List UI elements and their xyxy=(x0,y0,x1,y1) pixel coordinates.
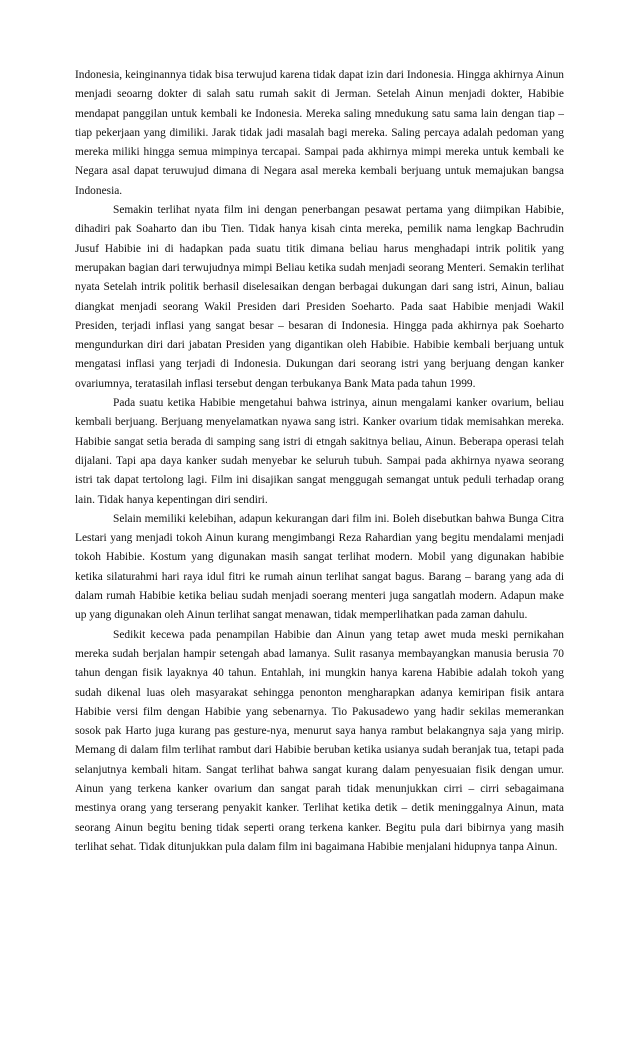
paragraph-2: Semakin terlihat nyata film ini dengan penerbangan pesawat pertama yang diimpikan Habibie, dihadiri pak Soaharto dan ibu Tien. Tidak hanya kisah cinta mereka, pemilik nama lengkap Bachrudin Jusuf Habibie ini di hadapkan pada suatu titik dimana beliau harus menghadapi intrik politik yang merupakan bagian dari terwujudnya mimpi Beliau ketika sudah menjadi seorang Menteri. Semakin terlihat nyata Setelah intrik politik berhasil diselesaikan dengan berbagai dukungan dari sang istri, Ainun, baliau diangkat menjadi seorang Wakil Presiden dari Presiden Soeharto. Pada saat Habibie menjadi Wakil Presiden, terjadi inflasi yang sangat besar – besaran di Indonesia. Hingga pada akhirnya pak Soeharto mengundurkan diri dari jabatan Presiden yang digantikan oleh Habibie. Habibie kembali berjuang untuk mengatasi inflasi yang terjadi di Indonesia. Dukungan dari seorang istri yang berjuang dengan kanker ovariumnya, teratasilah inflasi tersebut dengan terbukanya Bank Mata pada tahun 1999. xyxy=(75,204,564,390)
paragraph-4: Selain memiliki kelebihan, adapun kekurangan dari film ini. Boleh disebutkan bahwa Bunga Citra Lestari yang menjadi tokoh Ainun kurang mengimbangi Reza Rahardian yang begitu mendalami menjadi tokoh Habibie. Kostum yang digunakan masih sangat terlihat modern. Mobil yang digunakan habibie ketika silaturahmi hari raya idul fitri ke rumah ainun terlihat sangat bagus. Barang – barang yang ada di dalam rumah Habibie ketika beliau sudah menjadi soerang menteri juga sangatlah modern. Adapun make up yang digunakan oleh Ainun terlihat sangat menawan, tidak memperlihatkan pada zaman dahulu. xyxy=(75,512,564,622)
paragraph-3: Pada suatu ketika Habibie mengetahui bahwa istrinya, ainun mengalami kanker ovarium, beliau kembali berjuang. Berjuang menyelamatkan nyawa sang istri. Kanker ovarium tidak memisahkan mereka. Habibie sangat setia berada di samping sang istri di etngah sakitnya beliau, Ainun. Beberapa operasi telah dijalani. Tapi apa daya kanker sudah menyebar ke seluruh tubuh. Sampai pada akhirnya nyawa seorang istri tak dapat tertolong lagi. Film ini disajikan sangat menggugah semangat untuk peduli terhadap orang lain. Tidak hanya kepentingan diri sendiri. xyxy=(75,397,564,506)
paragraph-1: Indonesia, keinginannya tidak bisa terwujud karena tidak dapat izin dari Indonesia. Hingga akhirnya Ainun menjadi seoarng dokter di salah satu rumah sakit di Jerman. Setelah Ainun menjadi dokter, Habibie mendapat panggilan untuk kembali ke Indonesia. Mereka saling mnedukung satu sama lain dengan tiap – tiap pekerjaan yang dimiliki. Jarak tidak jadi masalah bagi mereka. Saling percaya adalah pedoman yang mereka miliki hingga semua mimpinya tercapai. Sampai pada akhirnya mimpi mereka untuk kembali ke Negara asal dapat teruwujud dimana di Negara asal mereka kembali berjuang untuk memajukan bangsa Indonesia. xyxy=(75,69,564,197)
paragraph-5: Sedikit kecewa pada penampilan Habibie dan Ainun yang tetap awet muda meski pernikahan mereka sudah berjalan hampir setengah abad lamanya. Sulit rasanya membayangkan manusia berusia 70 tahun dengan fisik layaknya 40 tahun. Entahlah, ini mungkin hanya karena Habibie adalah tokoh yang sudah dikenal luas oleh masyarakat sehingga penonton mengharapkan adanya kemiripan fisik antara Habibie versi film dengan Habibie yang sebenarnya. Tio Pakusadewo yang hadir sekilas memerankan sosok pak Harto juga kurang pas gesture-nya, menurut saya hanya rambut belakangnya saja yang mirip. Memang di dalam film terlihat rambut dari Habibie beruban ketika usianya sudah beranjak tua, tetapi pada selanjutnya kembali hitam. Sangat terlihat bahwa sangat kurang dalam penyesuaian fisik dengan umur. Ainun yang terkena kanker ovarium dan sangat parah tidak menunjukkan cirri – cirri sebagaimana mestinya orang yang terserang penyakit kanker. Terlihat ketika detik – detik meninggalnya Ainun, mata seorang Ainun begitu bening tidak seperti orang terkena kanker. Begitu pula dari bibirnya yang masih terlihat sehat. Tidak ditunjukkan pula dalam film ini bagaimana Habibie menjalani hidupnya tanpa Ainun. xyxy=(75,628,564,853)
document-body xyxy=(75,66,564,857)
